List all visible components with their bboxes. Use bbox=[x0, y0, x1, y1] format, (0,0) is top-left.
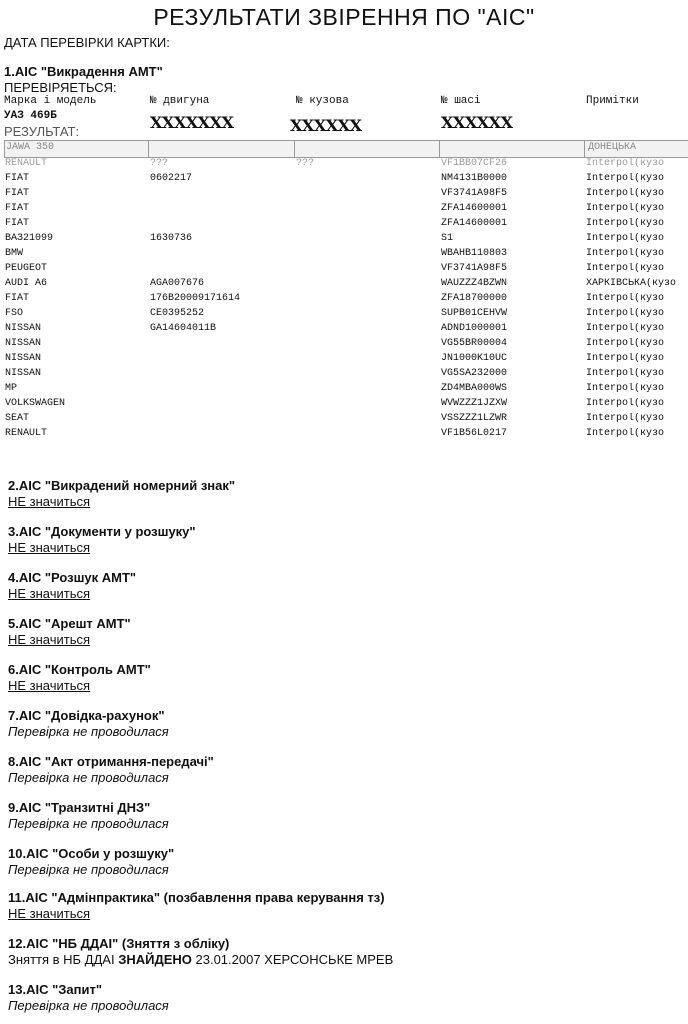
cell-notes: Interpol(кузо bbox=[586, 293, 665, 304]
column-header-body-number: № кузова bbox=[296, 95, 349, 107]
cell-make: NISSAN bbox=[5, 353, 42, 364]
result-label: РЕЗУЛЬТАТ: bbox=[4, 124, 80, 139]
section-9 bbox=[8, 800, 169, 831]
section-heading: 5.АІС "Арешт АМТ" bbox=[8, 616, 131, 631]
section-1-heading: 1.АІС "Викрадення АМТ" bbox=[4, 64, 163, 79]
cell-chassis: WAUZZZ4BZWN bbox=[441, 278, 508, 289]
section-result: НЕ значиться bbox=[8, 540, 91, 555]
section-result: Перевірка не проводилася bbox=[8, 770, 169, 785]
section-heading: 10.АІС "Особи у розшуку" bbox=[8, 846, 175, 861]
section-heading: 4.АІС "Розшук АМТ" bbox=[8, 570, 137, 585]
cell-notes: Interpol(кузо bbox=[586, 248, 665, 259]
table-row bbox=[0, 188, 688, 203]
result-suffix: 23.01.2007 ХЕРСОНСЬКЕ МРЕВ bbox=[191, 952, 394, 967]
cell-chassis: VF1BB07CF26 bbox=[441, 158, 508, 169]
table-row bbox=[0, 173, 688, 188]
table-row bbox=[0, 383, 688, 398]
section-result: НЕ значиться bbox=[8, 586, 91, 601]
cell-engine: CE0395252 bbox=[150, 308, 205, 319]
cell-make: FIAT bbox=[5, 188, 30, 199]
section-heading: 3.АІС "Документи у розшуку" bbox=[8, 524, 196, 539]
section-result: Перевірка не проводилася bbox=[8, 998, 169, 1013]
section-8 bbox=[8, 754, 214, 785]
grid-divider bbox=[148, 141, 149, 157]
table-row bbox=[0, 248, 688, 263]
cell-chassis: VF3741A98F5 bbox=[441, 263, 508, 274]
cell-notes: Interpol(кузо bbox=[586, 428, 665, 439]
cell-make: NISSAN bbox=[5, 338, 42, 349]
section-13 bbox=[8, 982, 169, 1013]
cell-make: MP bbox=[5, 383, 18, 394]
cell-chassis: VG5SA232000 bbox=[441, 368, 508, 379]
cell-engine: 176B20009171614 bbox=[150, 293, 241, 304]
table-row bbox=[0, 353, 688, 368]
cell-notes: ХАРКІВСЬКА(кузо bbox=[586, 278, 677, 289]
cell-engine: ??? bbox=[150, 158, 169, 169]
cell-chassis: ZFA14600001 bbox=[441, 203, 508, 214]
cell-chassis: WVWZZZ1JZXW bbox=[441, 398, 508, 409]
grid-cell-notes: ДОНЕЦЬКА bbox=[588, 142, 637, 153]
section-result: НЕ значиться bbox=[8, 632, 91, 647]
cell-chassis: JN1000K10UC bbox=[441, 353, 508, 364]
cell-notes: Interpol(кузо bbox=[586, 188, 665, 199]
cell-chassis: VF3741A98F5 bbox=[441, 188, 508, 199]
cell-make: BMW bbox=[5, 248, 24, 259]
cell-make: ВАЗ21099 bbox=[5, 233, 54, 244]
table-row bbox=[0, 263, 688, 278]
cell-make: RENAULT bbox=[5, 158, 48, 169]
cell-notes: Interpol(кузо bbox=[586, 263, 665, 274]
grid-divider bbox=[439, 141, 440, 157]
cell-make: FIAT bbox=[5, 293, 30, 304]
page-title: РЕЗУЛЬТАТИ ЗВІРЕННЯ ПО "АІС" bbox=[153, 4, 535, 30]
cell-notes: Interpol(кузо bbox=[586, 368, 665, 379]
section-result: Перевірка не проводилася bbox=[8, 724, 169, 739]
masked-engine-number: XXXXXXX bbox=[150, 113, 234, 132]
cell-make: FIAT bbox=[5, 218, 30, 229]
table-row bbox=[0, 413, 688, 428]
cell-notes: Interpol(кузо bbox=[586, 413, 665, 424]
cell-chassis: S1 bbox=[441, 233, 454, 244]
section-10 bbox=[8, 846, 174, 877]
section-heading: 8.АІС "Акт отримання-передачі" bbox=[8, 754, 214, 769]
cell-notes: Interpol(кузо bbox=[586, 308, 665, 319]
cell-make: RENAULT bbox=[5, 428, 48, 439]
checked-vehicle: УАЗ 469Б bbox=[4, 110, 57, 122]
grid-cell-make: JAWA 350 bbox=[6, 142, 55, 153]
section-result: НЕ значиться bbox=[8, 494, 91, 509]
section-7 bbox=[8, 708, 169, 739]
grid-divider bbox=[584, 141, 585, 157]
cell-make: SEAT bbox=[5, 413, 30, 424]
table-row bbox=[0, 233, 688, 248]
section-result: НЕ значиться bbox=[8, 678, 91, 693]
table-row bbox=[0, 278, 688, 293]
cell-engine: AGA007676 bbox=[150, 278, 205, 289]
cell-notes: Interpol(кузо bbox=[586, 338, 665, 349]
cell-make: PEUGEOT bbox=[5, 263, 48, 274]
cell-notes: Interpol(кузо bbox=[586, 233, 665, 244]
cell-chassis: ZFA14600001 bbox=[441, 218, 508, 229]
section-heading: 6.АІС "Контроль АМТ" bbox=[8, 662, 151, 677]
table-row bbox=[0, 368, 688, 383]
section-result: НЕ значиться bbox=[8, 906, 91, 921]
table-row bbox=[0, 398, 688, 413]
section-2 bbox=[8, 478, 235, 509]
cell-notes: Interpol(кузо bbox=[586, 203, 665, 214]
cell-chassis: ADND1000001 bbox=[441, 323, 508, 334]
cell-chassis: VF1B56L0217 bbox=[441, 428, 508, 439]
cell-notes: Interpol(кузо bbox=[586, 353, 665, 364]
cell-engine: 0602217 bbox=[150, 173, 193, 184]
masked-chassis-number: XXXXXX bbox=[441, 113, 513, 132]
result-prefix: Зняття в НБ ДДАІ bbox=[8, 952, 119, 967]
section-result bbox=[8, 952, 393, 967]
column-header-chassis-number: № шасі bbox=[441, 95, 481, 107]
cell-notes: Interpol(кузо bbox=[586, 323, 665, 334]
section-5 bbox=[8, 616, 131, 647]
cell-chassis: VG55BR00004 bbox=[441, 338, 508, 349]
table-row bbox=[0, 158, 688, 173]
section-11 bbox=[8, 890, 385, 921]
section-4 bbox=[8, 570, 136, 601]
column-header-engine-number: № двигуна bbox=[150, 95, 210, 107]
cell-make: NISSAN bbox=[5, 368, 42, 379]
section-heading: 9.АІС "Транзитні ДНЗ" bbox=[8, 800, 151, 815]
checked-label: ПЕРЕВІРЯЕТЬСЯ: bbox=[4, 80, 117, 95]
check-date-label: ДАТА ПЕРЕВІРКИ КАРТКИ: bbox=[4, 35, 170, 50]
section-heading: 2.АІС "Викрадений номерний знак" bbox=[8, 478, 236, 493]
grid-divider bbox=[4, 141, 5, 157]
cell-chassis: SUPB01CEHVW bbox=[441, 308, 508, 319]
table-row bbox=[0, 218, 688, 233]
cell-chassis: ZFA18700000 bbox=[441, 293, 508, 304]
section-6 bbox=[8, 662, 151, 693]
cell-chassis: ZD4MBA000WS bbox=[441, 383, 508, 394]
cell-make: FSO bbox=[5, 308, 24, 319]
cell-chassis: NM4131B0000 bbox=[441, 173, 508, 184]
cell-body: ??? bbox=[296, 158, 315, 169]
cell-notes: Interpol(кузо bbox=[586, 383, 665, 394]
cell-make: FIAT bbox=[5, 203, 30, 214]
section-heading: 7.АІС "Довідка-рахунок" bbox=[8, 708, 165, 723]
section-result: Перевірка не проводилася bbox=[8, 862, 169, 877]
table-row bbox=[0, 323, 688, 338]
cell-chassis: VSSZZZ1LZWR bbox=[441, 413, 508, 424]
table-row bbox=[0, 428, 688, 443]
cell-make: FIAT bbox=[5, 173, 30, 184]
cell-make: VOLKSWAGEN bbox=[5, 398, 66, 409]
grid-divider bbox=[294, 141, 295, 157]
result-found: ЗНАЙДЕНО bbox=[118, 952, 192, 967]
section-heading: 11.АІС "Адмінпрактика" (позбавлення права керування тз) bbox=[8, 890, 385, 905]
cell-notes: Interpol(кузо bbox=[586, 398, 665, 409]
section-3 bbox=[8, 524, 196, 555]
cell-engine: GA14604011B bbox=[150, 323, 217, 334]
table-row bbox=[0, 308, 688, 323]
section-heading: 12.АІС "НБ ДДАІ" (Зняття з обліку) bbox=[8, 936, 230, 951]
section-heading: 13.АІС "Запит" bbox=[8, 982, 102, 997]
section-result: Перевірка не проводилася bbox=[8, 816, 169, 831]
cell-notes: Interpol(кузо bbox=[586, 173, 665, 184]
section-12 bbox=[8, 936, 393, 967]
cell-notes: Interpol(кузо bbox=[586, 218, 665, 229]
column-header-make-model: Марка і модель bbox=[4, 95, 97, 107]
cell-make: AUDI A6 bbox=[5, 278, 48, 289]
table-row bbox=[0, 338, 688, 353]
cell-notes: Interpol(кузо bbox=[586, 158, 665, 169]
cell-chassis: WBAHB110803 bbox=[441, 248, 508, 259]
table-row bbox=[0, 203, 688, 218]
result-grid-header bbox=[4, 140, 688, 158]
table-row bbox=[0, 293, 688, 308]
column-header-notes: Примітки bbox=[586, 95, 639, 107]
masked-body-number: XXXXXX bbox=[290, 116, 362, 135]
cell-make: NISSAN bbox=[5, 323, 42, 334]
cell-engine: 1630736 bbox=[150, 233, 193, 244]
